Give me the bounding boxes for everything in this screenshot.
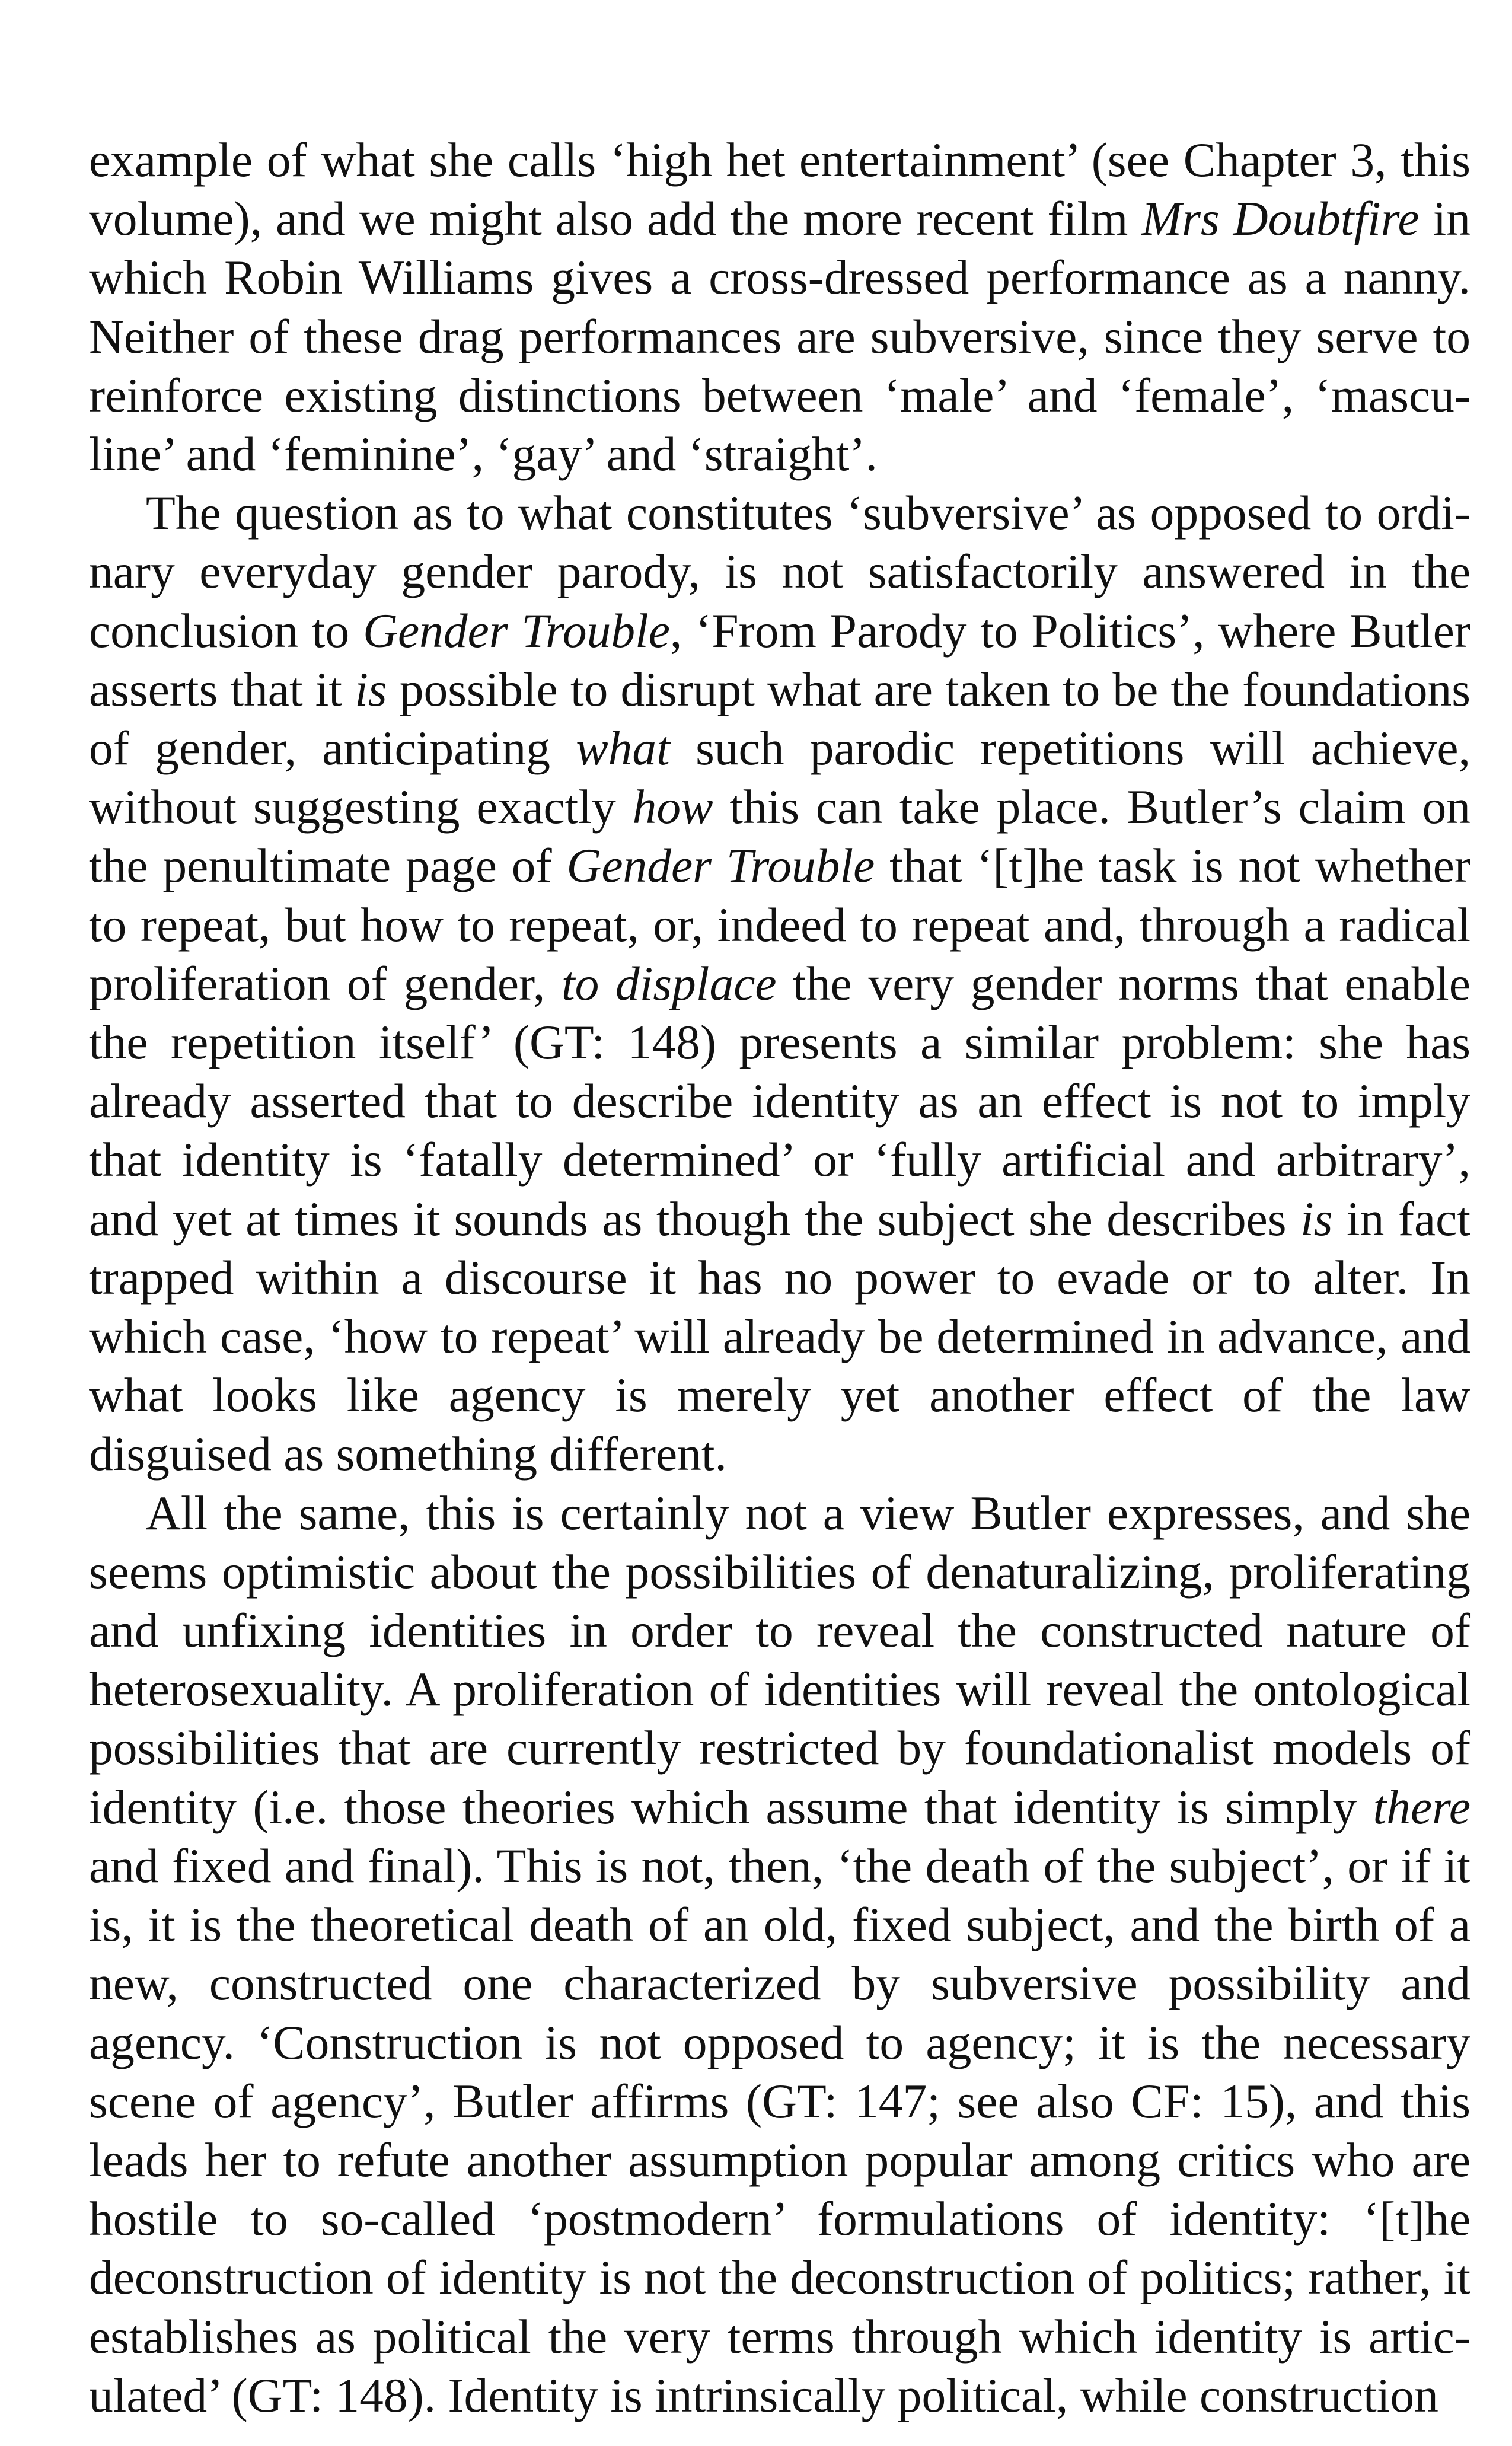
text-run: and fixed and final). This is not, then, ‘the death of the subject’, or if it is, it is the theoretical death of an old, fixed subject, and the birth of a new, constructed one characterized by subversive possibility and agency. ‘Construction is not opposed to agency; it is the necessary scene of agency’, Butler affirms (GT: 147; see also CF: 15), and this leads her to refute another assumption popular among critics who are hostile to so-called ‘postmodern’ formulations of identity: ‘[t]he deconstruction of identity is not the deconstruction of politics; rather, it establishes as political the very terms through which identity is articulated’ (GT: 148). Identity is intrinsically political, while construction bbox=[89, 1838, 1470, 2422]
text-run: such parodic repetitions will achieve, without suggesting exactly bbox=[89, 721, 1470, 834]
text-run: in fact trapped within a discourse it has no power to evade or to alter. In which case, ‘how to repeat’ will already be determined in advance, and what looks like agency is merely yet another effect of the law disguised as something different. bbox=[89, 1191, 1470, 1481]
paragraph-2 bbox=[89, 483, 1470, 1483]
page-body bbox=[89, 130, 1470, 2425]
paragraph-1 bbox=[89, 130, 1470, 483]
text-run: in which Robin Williams gives a cross-dressed performance as a nanny. Neither of these drag performances are subversive, since they serve to reinforce existing distinctions between ‘male’ and ‘female’, ‘masculine’ and ‘feminine’, ‘gay’ and ‘straight’. bbox=[89, 192, 1470, 481]
italic-text: Gender Trouble bbox=[566, 838, 875, 893]
italic-text: to displace bbox=[561, 956, 777, 1010]
text-run: , ‘From Parody to Politics’, where Butler asserts that it bbox=[89, 603, 1470, 716]
text-run: example of what she calls ‘high het entertainment’ (see Chapter 3, this volume), and we might also add the more recent film bbox=[89, 133, 1470, 246]
text-run: that ‘[t]he task is not whether to repeat, but how to repeat, or, indeed to repeat and, through a radical proliferation of gender, bbox=[89, 838, 1470, 1010]
text-run: The question as to what constitutes ‘subversive’ as opposed to ordinary everyday gender parody, is not satisfactorily answered in the conclusion to bbox=[89, 486, 1470, 658]
text-run: this can take place. Butler’s claim on the penultimate page of bbox=[89, 780, 1470, 893]
paragraph-3 bbox=[89, 1484, 1470, 2425]
text-run: All the same, this is certainly not a view Butler expresses, and she seems optimistic about the possibilities of denaturalizing, proliferating and unfixing identities in order to reveal the constructed nature of heterosexuality. A proliferation of identities will reveal the ontological possibilities that are currently restricted by foundationalist models of identity (i.e. those theories which assume that identity is simply bbox=[89, 1485, 1470, 1834]
italic-text: is bbox=[1300, 1191, 1333, 1246]
italic-text: what bbox=[576, 721, 670, 776]
text-run: the very gender norms that enable the repetition itself’ (GT: 148) presents a similar problem: she has already asserted that to describe identity as an effect is not to imply that identity is ‘fatally determined’ or ‘fully artificial and arbitrary’, and yet at times it sounds as though the subject she describes bbox=[89, 956, 1470, 1246]
italic-text: how bbox=[632, 780, 713, 834]
italic-text: Mrs Doubtfire bbox=[1141, 192, 1420, 246]
italic-text: there bbox=[1373, 1780, 1470, 1834]
italic-text: Gender Trouble bbox=[363, 603, 670, 658]
text-run: possible to disrupt what are taken to be the foundations of gender, anticipating bbox=[89, 662, 1470, 776]
italic-text: is bbox=[355, 662, 387, 716]
